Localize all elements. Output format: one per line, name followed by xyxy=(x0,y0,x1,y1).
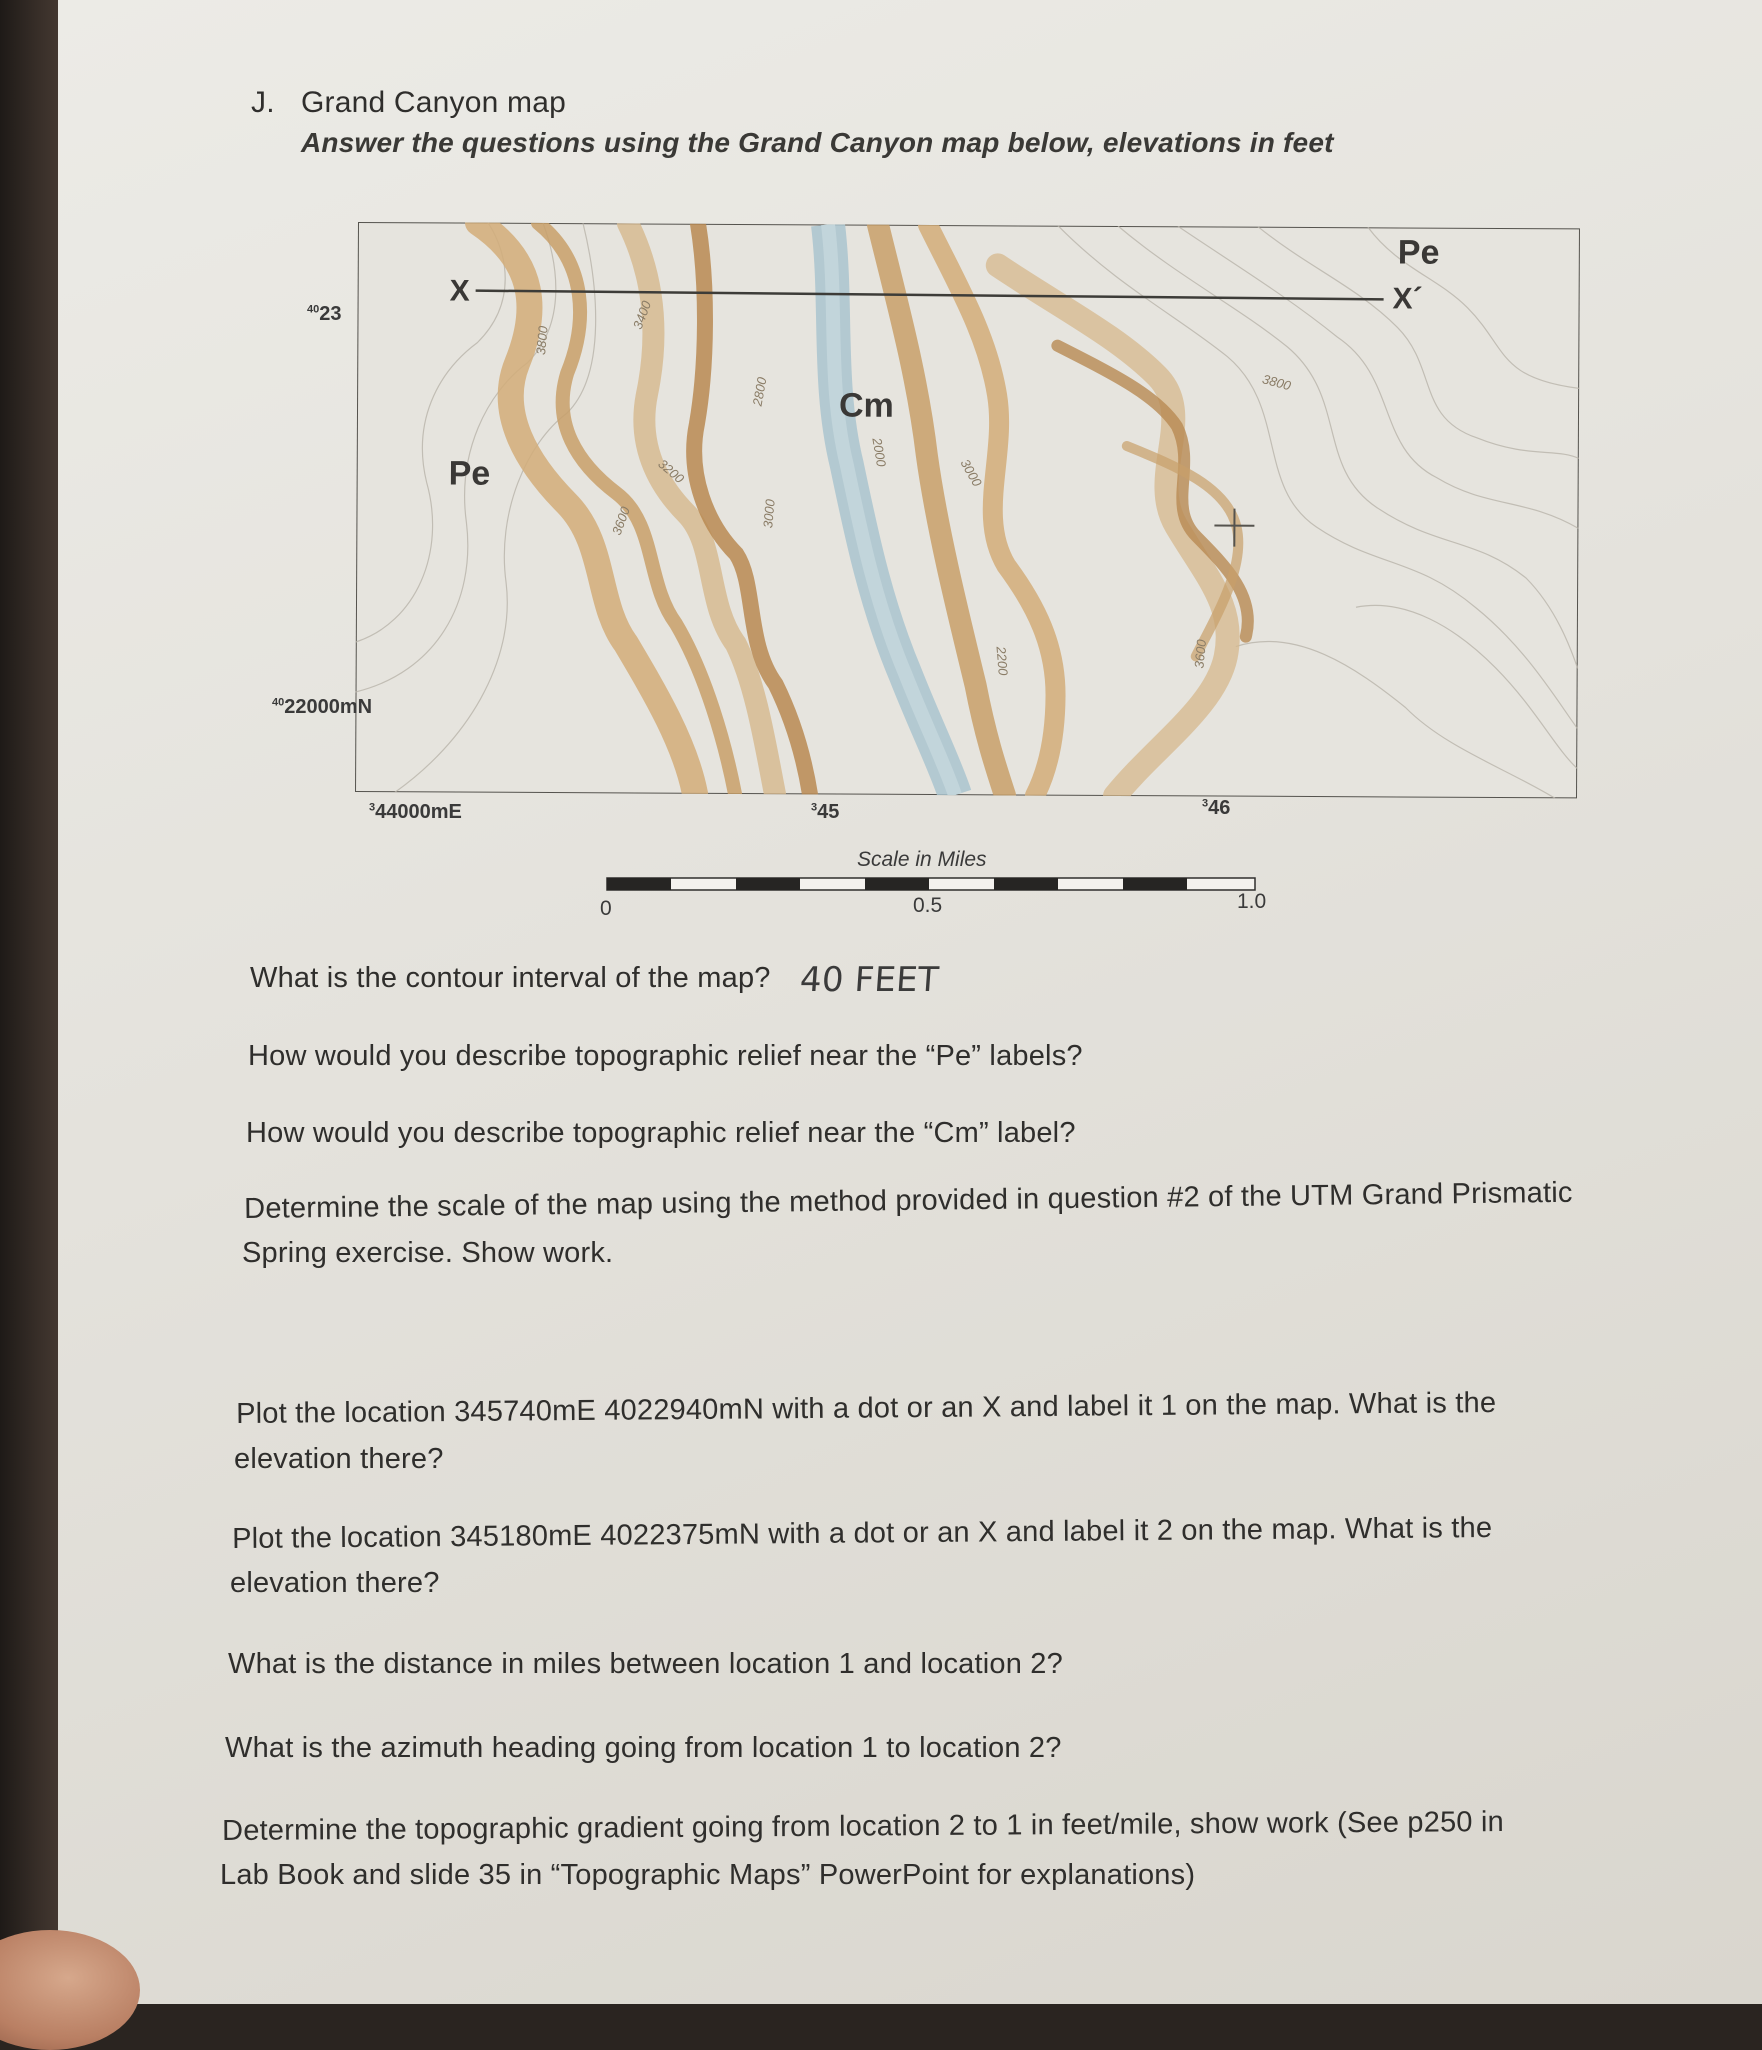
section-number: J. xyxy=(251,86,275,120)
question-azimuth: What is the azimuth heading going from location 1 to location 2? xyxy=(225,1732,1062,1765)
easting-mid-label: $^3$45 xyxy=(811,801,839,824)
scale-title: Scale in Miles xyxy=(857,848,987,872)
question-map-scale-cont: Spring exercise. Show work. xyxy=(242,1237,613,1270)
northing-top-label: $^{40}$23 xyxy=(307,303,342,326)
contour-label: 2000 xyxy=(869,437,889,468)
question-plot-location-1: Plot the location 345740mE 4022940mN with a dot or an X and label it 1 on the map. What is the xyxy=(236,1387,1496,1431)
contour-label: 3800 xyxy=(533,325,551,355)
scale-tick-0: 0 xyxy=(600,897,612,921)
contour-label: 3000 xyxy=(957,456,984,489)
contour-label: 3600 xyxy=(1191,639,1209,669)
scale-tick-1: 1.0 xyxy=(1237,890,1266,914)
section-subtitle: Answer the questions using the Grand Canyon map below, elevations in feet xyxy=(301,127,1334,159)
contour-label: 2800 xyxy=(750,376,770,407)
question-contour-interval: What is the contour interval of the map? xyxy=(250,962,771,995)
question-map-scale: Determine the scale of the map using the method provided in question #2 of the UTM Grand Prismatic xyxy=(244,1177,1573,1226)
question-relief-cm: How would you describe topographic relief near the “Cm” label? xyxy=(246,1117,1076,1150)
scale-tick-half: 0.5 xyxy=(913,894,942,918)
question-plot-location-2-cont: elevation there? xyxy=(230,1567,440,1600)
easting-right-label: $^3$46 xyxy=(1202,797,1230,820)
contour-label: 3600 xyxy=(609,505,633,537)
question-plot-location-1-cont: elevation there? xyxy=(234,1443,444,1476)
x-start-label: X xyxy=(450,274,470,308)
question-plot-location-2: Plot the location 345180mE 4022375mN with a dot or an X and label it 2 on the map. What is the xyxy=(232,1512,1492,1556)
contour-label: 2200 xyxy=(994,646,1011,676)
section-title: Grand Canyon map xyxy=(301,86,566,120)
cm-label: Cm xyxy=(839,387,894,426)
pe-left-label: Pe xyxy=(449,454,491,493)
easting-left-label: $^3$44000mE xyxy=(369,801,462,824)
contour-label: 3400 xyxy=(630,299,654,331)
contour-label: 3000 xyxy=(760,499,778,529)
grand-canyon-map xyxy=(355,222,1580,798)
question-distance: What is the distance in miles between location 1 and location 2? xyxy=(228,1648,1063,1681)
question-gradient-cont: Lab Book and slide 35 in “Topographic Maps” PowerPoint for explanations) xyxy=(220,1859,1195,1892)
northing-bottom-label: $^{40}$22000mN xyxy=(272,696,372,719)
pe-right-label: Pe xyxy=(1398,233,1440,272)
x-end-label: X´ xyxy=(1393,282,1423,316)
contour-label: 3800 xyxy=(1261,371,1293,393)
question-gradient: Determine the topographic gradient going from location 2 to 1 in feet/mile, show work (See p250 in xyxy=(222,1806,1504,1848)
handwritten-answer: 40 FEET xyxy=(799,960,941,1000)
question-relief-pe: How would you describe topographic relief near the “Pe” labels? xyxy=(248,1040,1083,1073)
contour-label: 3200 xyxy=(655,456,687,486)
